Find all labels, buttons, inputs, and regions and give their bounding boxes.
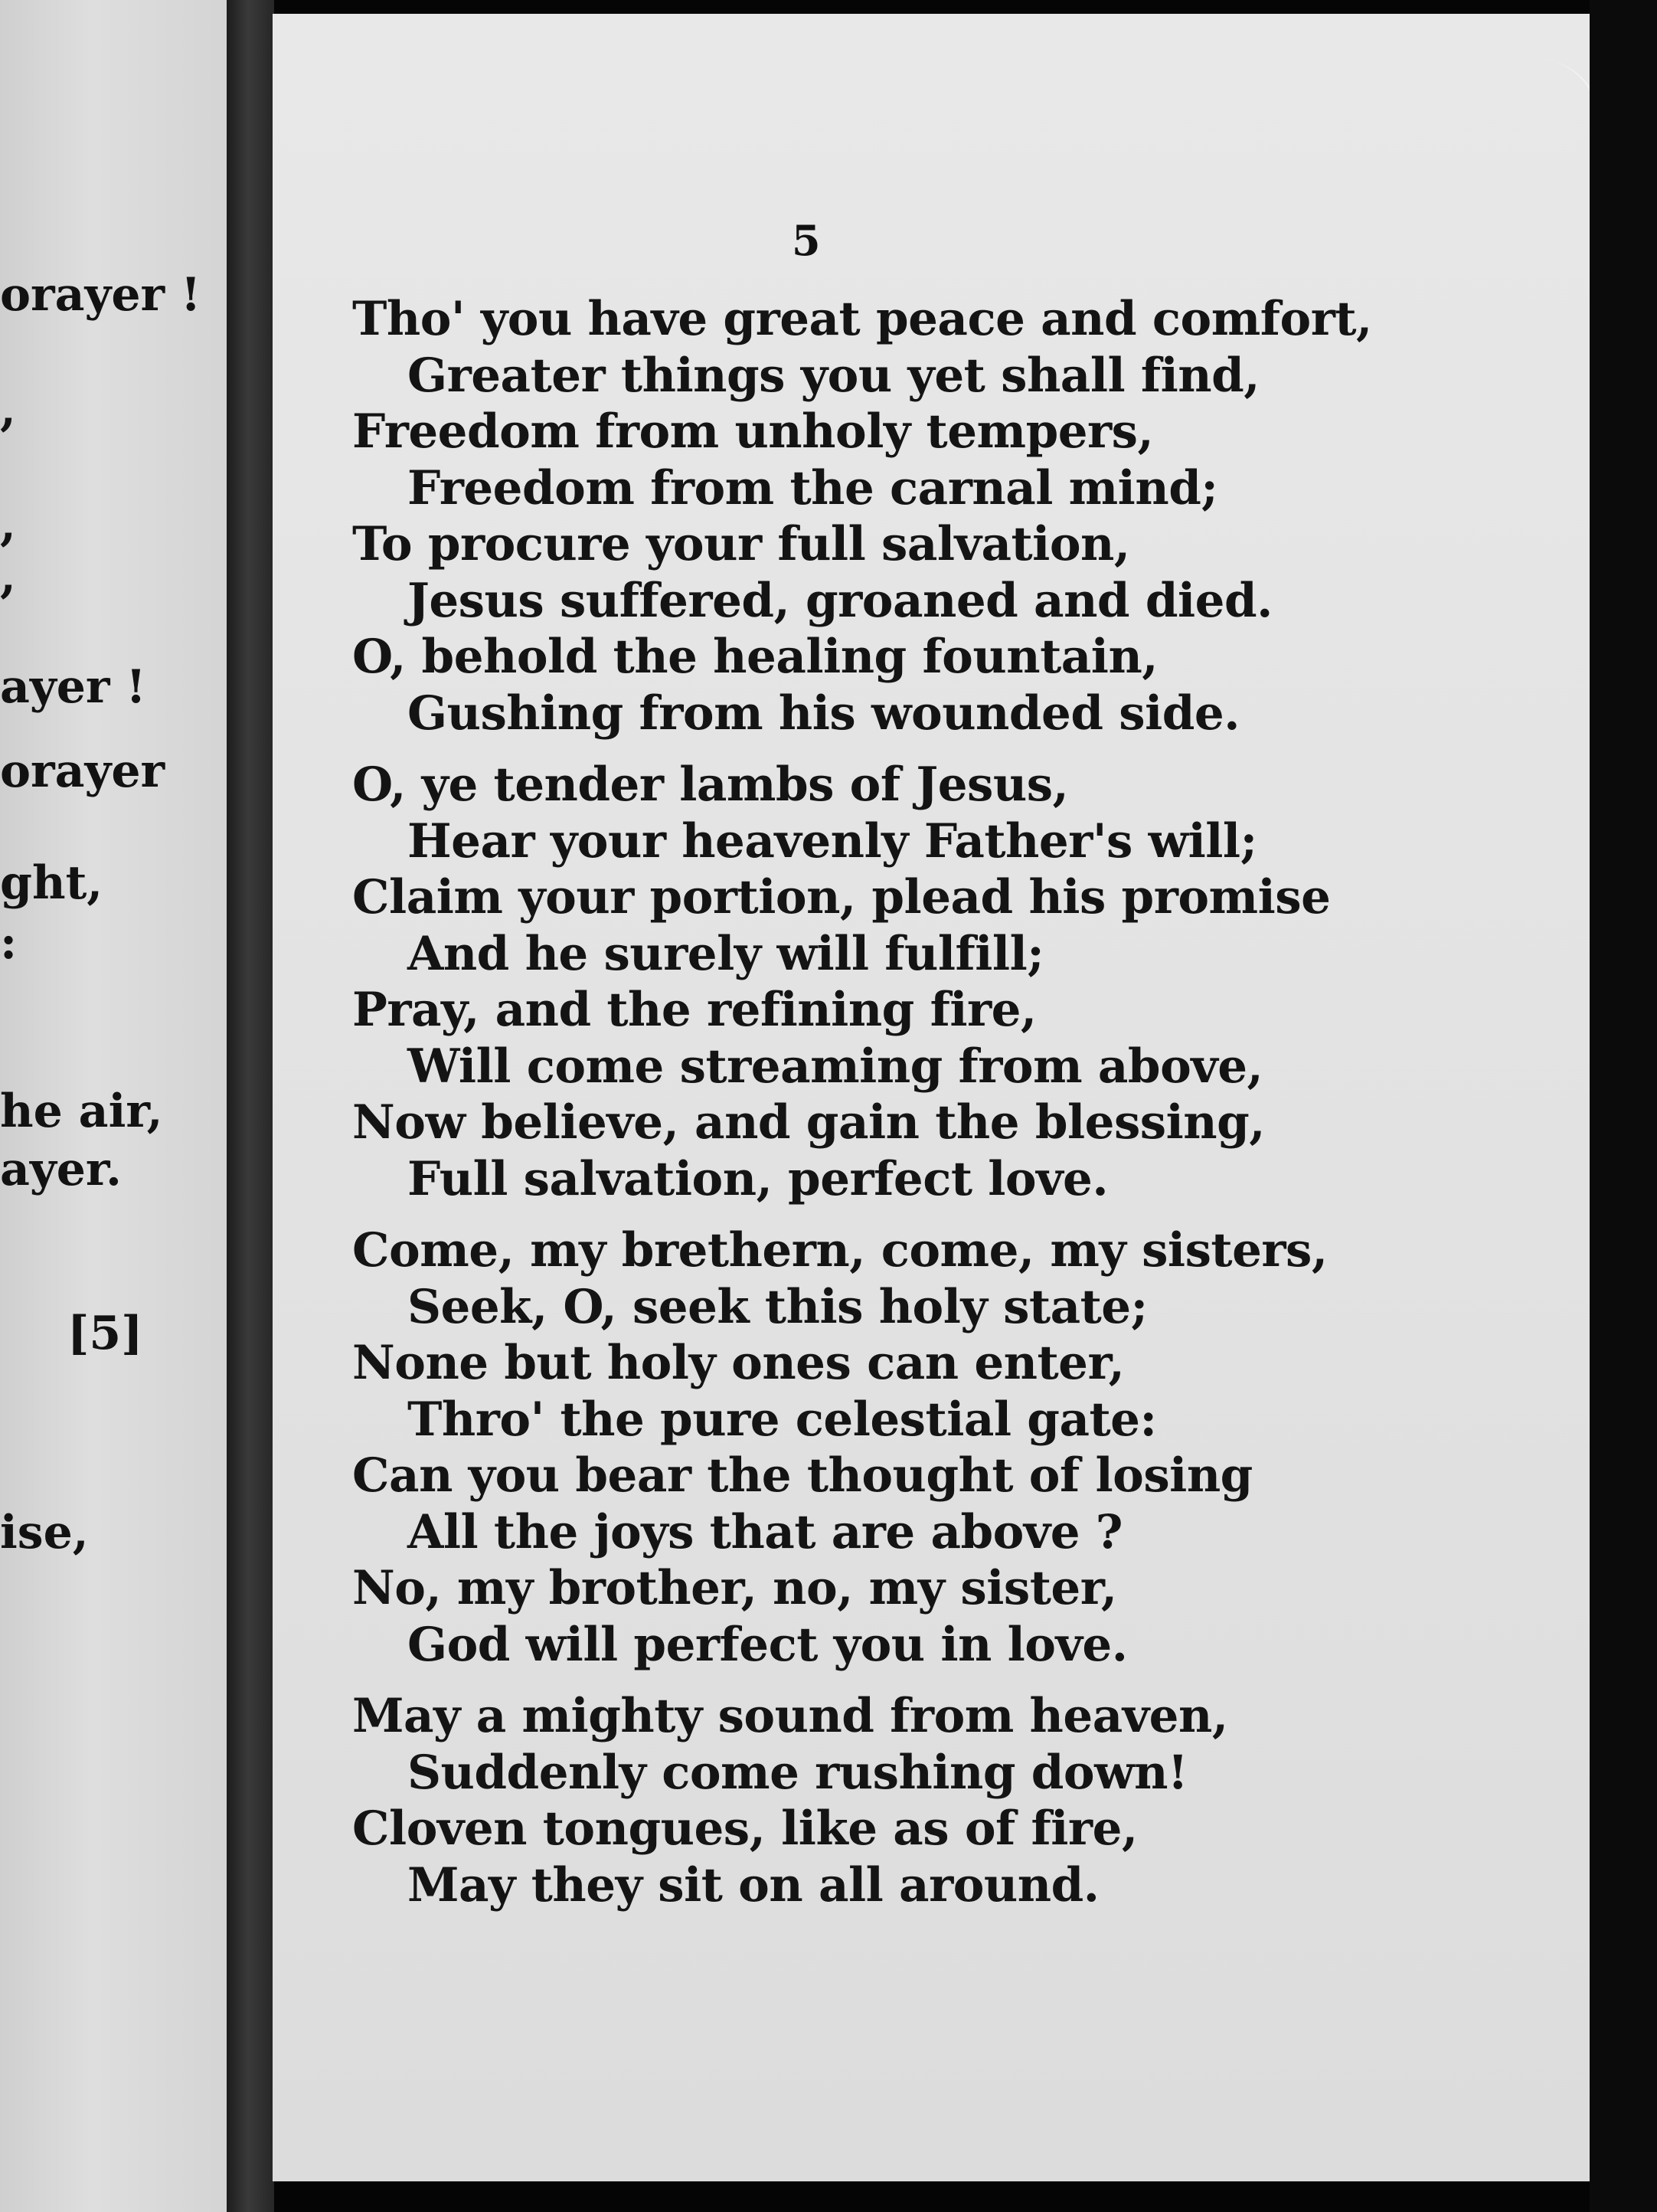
- verse-line: Freedom from the carnal mind;: [407, 460, 1218, 515]
- left-page-fragment: ,: [0, 383, 16, 437]
- verse-line: Pray, and the refining fire,: [352, 983, 1037, 1037]
- verse-line: Tho' you have great peace and comfort,: [352, 292, 1372, 346]
- hymn-text: [352, 291, 1424, 1929]
- left-page-fragment: ,: [0, 550, 16, 604]
- verse-line: Can you bear the thought of losing: [352, 1448, 1253, 1503]
- left-page-fragment: ayer !: [0, 660, 146, 714]
- left-page-fragment: ,: [0, 498, 16, 551]
- page-number: 5: [792, 216, 821, 265]
- verse-line: Thro' the pure celestial gate:: [407, 1392, 1157, 1447]
- facing-page: [0, 0, 230, 2212]
- verse-line: God will perfect you in love.: [407, 1617, 1128, 1672]
- verse-line: Claim your portion, plead his promise: [352, 870, 1331, 924]
- verse-line: Come, my brethern, come, my sisters,: [352, 1223, 1328, 1278]
- left-page-fragment: he air,: [0, 1085, 163, 1138]
- verse-line: Gushing from his wounded side.: [407, 686, 1240, 741]
- verse-line: Suddenly come rushing down!: [407, 1745, 1188, 1800]
- verse-line: O, behold the healing fountain,: [352, 630, 1159, 684]
- stanza-2: [352, 757, 1424, 1207]
- stanza-1: [352, 291, 1424, 741]
- left-page-fragment: :: [0, 916, 18, 970]
- left-page-fragment: ght,: [0, 856, 103, 910]
- verse-line: Greater things you yet shall find,: [407, 348, 1260, 403]
- verse-line: May they sit on all around.: [407, 1857, 1100, 1913]
- stanza-4: [352, 1688, 1424, 1913]
- verse-line: May a mighty sound from heaven,: [352, 1689, 1228, 1743]
- left-page-fragment: orayer: [0, 744, 165, 798]
- verse-line: Full salvation, perfect love.: [407, 1151, 1109, 1206]
- left-page-number: [5]: [67, 1307, 143, 1360]
- verse-line: Freedom from unholy tempers,: [352, 404, 1154, 459]
- verse-line: Seek, O, seek this holy state;: [407, 1279, 1148, 1334]
- left-page-fragment: ise,: [0, 1506, 89, 1559]
- verse-line: All the joys that are above ?: [407, 1504, 1123, 1559]
- left-page-fragment: ayer.: [0, 1143, 122, 1196]
- verse-line: O, ye tender lambs of Jesus,: [352, 758, 1069, 812]
- verse-line: And he surely will fulfill;: [407, 926, 1044, 981]
- page-edge-shadow: [1590, 0, 1657, 2212]
- verse-line: No, my brother, no, my sister,: [352, 1561, 1117, 1615]
- verse-line: To procure your full salvation,: [352, 517, 1130, 571]
- stanza-3: [352, 1222, 1424, 1673]
- verse-line: Will come streaming from above,: [407, 1039, 1263, 1094]
- verse-line: None but holy ones can enter,: [352, 1336, 1125, 1390]
- verse-line: Jesus suffered, groaned and died.: [407, 573, 1273, 628]
- book-gutter: [227, 0, 274, 2212]
- verse-line: Hear your heavenly Father's will;: [407, 813, 1257, 869]
- verse-line: Now believe, and gain the blessing,: [352, 1095, 1266, 1150]
- verse-line: Cloven tongues, like as of fire,: [352, 1801, 1138, 1856]
- left-page-fragment: orayer !: [0, 268, 201, 322]
